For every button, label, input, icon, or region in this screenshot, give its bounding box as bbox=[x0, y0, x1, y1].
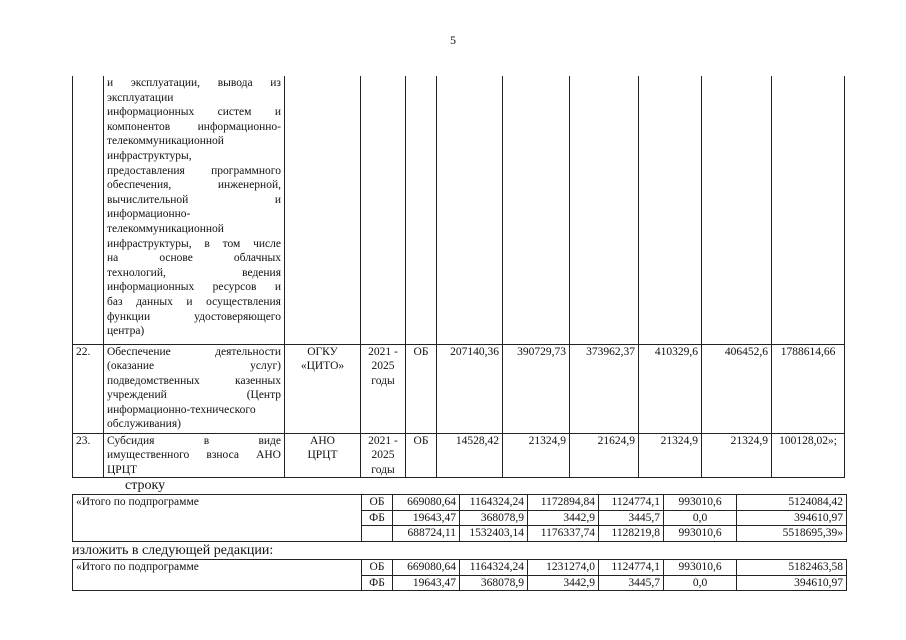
table-row bbox=[73, 344, 845, 433]
total-title: «Итого по подпрограмме bbox=[73, 495, 362, 542]
cell-value: 1128219,8 bbox=[599, 526, 664, 542]
word: технологий, bbox=[107, 266, 166, 279]
word: инфраструктуры, bbox=[107, 237, 192, 250]
word: подведомственных bbox=[107, 374, 200, 387]
word: информационно- bbox=[197, 120, 281, 133]
cell-description bbox=[104, 76, 285, 344]
cell-value: 14528,42 bbox=[437, 433, 503, 478]
text-line: годы bbox=[371, 374, 395, 387]
cell-value: 3442,9 bbox=[528, 575, 599, 591]
new-totals-table bbox=[72, 559, 847, 591]
word: предоставления bbox=[107, 164, 185, 177]
cell-value: 1124774,1 bbox=[599, 560, 664, 576]
cell-value: 1532403,14 bbox=[460, 526, 528, 542]
cell-value: 207140,36 bbox=[437, 344, 503, 433]
cell-value: 19643,47 bbox=[393, 575, 460, 591]
cell-value bbox=[437, 76, 503, 344]
label-stroku: строку bbox=[125, 478, 166, 493]
cell-value: 993010,6 bbox=[664, 560, 737, 576]
cell-value bbox=[503, 76, 570, 344]
cell-source: ОБ bbox=[362, 495, 393, 511]
word: ЦРЦТ bbox=[107, 463, 138, 476]
description-line bbox=[107, 207, 281, 222]
word: и bbox=[107, 77, 114, 89]
cell-num: 22. bbox=[73, 344, 104, 433]
word: (оказание bbox=[107, 360, 155, 373]
word: основе bbox=[159, 252, 193, 265]
word: программного bbox=[211, 164, 281, 177]
word: эксплуатации, bbox=[130, 77, 201, 89]
word: учреждений bbox=[107, 389, 167, 402]
cell-value: 3445,7 bbox=[599, 575, 664, 591]
text-line: 2021 - bbox=[368, 345, 398, 358]
cell-description bbox=[104, 433, 285, 478]
description-line bbox=[107, 134, 281, 149]
table-row bbox=[73, 495, 847, 511]
word: Обеспечение bbox=[107, 345, 171, 358]
word: баз bbox=[107, 295, 123, 308]
word: взноса bbox=[206, 449, 239, 462]
description-line bbox=[107, 76, 281, 91]
text-line: ЦРЦТ bbox=[307, 449, 338, 462]
cell-source: ОБ bbox=[406, 433, 437, 478]
cell-executor bbox=[285, 344, 361, 433]
cell-executor bbox=[285, 76, 361, 344]
text-line: «ЦИТО» bbox=[300, 360, 345, 373]
word: и bbox=[186, 295, 193, 308]
description-line bbox=[107, 388, 281, 403]
cell-total: 5518695,39» bbox=[737, 526, 847, 542]
description-line bbox=[107, 448, 281, 463]
cell-value: 1124774,1 bbox=[599, 495, 664, 511]
description-line bbox=[107, 251, 281, 266]
text-line: 2025 bbox=[371, 360, 395, 373]
description-line bbox=[107, 359, 281, 374]
cell-value: 3442,9 bbox=[528, 510, 599, 526]
total-title: «Итого по подпрограмме bbox=[73, 560, 362, 591]
cell-value bbox=[702, 76, 772, 344]
word: данных bbox=[136, 295, 173, 308]
description-line bbox=[107, 120, 281, 135]
cell-total: 394610,97 bbox=[737, 510, 847, 526]
cell-value: 368078,9 bbox=[460, 575, 528, 591]
description-line bbox=[107, 178, 281, 193]
description-line bbox=[107, 374, 281, 389]
cell-total: 394610,97 bbox=[737, 575, 847, 591]
cell-total: 5124084,42 bbox=[737, 495, 847, 511]
word: удостоверяющего bbox=[194, 310, 281, 323]
description-line bbox=[107, 324, 281, 339]
description-line bbox=[107, 105, 281, 120]
word: в bbox=[203, 434, 210, 447]
cell-value bbox=[570, 76, 639, 344]
old-totals-table bbox=[72, 494, 847, 542]
cell-total: 1788614,66 bbox=[772, 344, 845, 433]
cell-total: 5182463,58 bbox=[737, 560, 847, 576]
text-line: ОГКУ bbox=[307, 345, 338, 358]
cell-value: 21324,9 bbox=[702, 433, 772, 478]
word: центра) bbox=[107, 325, 145, 338]
cell-source bbox=[406, 76, 437, 344]
word: Субсидия bbox=[107, 434, 155, 447]
text-line: 2025 bbox=[371, 449, 395, 462]
cell-value: 373962,37 bbox=[570, 344, 639, 433]
description-line bbox=[107, 417, 281, 432]
description-line bbox=[107, 310, 281, 325]
word: из bbox=[270, 77, 281, 89]
cell-value: 0,0 bbox=[664, 575, 737, 591]
word: виде bbox=[258, 434, 281, 447]
cell-value: 21324,9 bbox=[503, 433, 570, 478]
description-line bbox=[107, 237, 281, 252]
word: вычислительной bbox=[107, 193, 189, 206]
word: телекоммуникационной bbox=[107, 222, 224, 235]
cell-executor bbox=[285, 433, 361, 478]
cell-value: 0,0 bbox=[664, 510, 737, 526]
word: информационных bbox=[107, 106, 195, 119]
cell-num bbox=[73, 76, 104, 344]
word: и bbox=[274, 281, 281, 294]
description-line bbox=[107, 403, 281, 418]
word: эксплуатации bbox=[107, 91, 174, 104]
description-line bbox=[107, 434, 281, 449]
word: облачных bbox=[233, 252, 281, 265]
cell-value: 21624,9 bbox=[570, 433, 639, 478]
word: функции bbox=[107, 310, 151, 323]
cell-source: ОБ bbox=[362, 560, 393, 576]
description-line bbox=[107, 463, 281, 478]
word: компонентов bbox=[107, 120, 171, 133]
word: числе bbox=[253, 237, 281, 250]
cell-description bbox=[104, 344, 285, 433]
word: информационно- bbox=[107, 208, 191, 221]
cell-value bbox=[639, 76, 702, 344]
word: систем bbox=[217, 106, 252, 119]
table-row bbox=[73, 560, 847, 576]
description-line bbox=[107, 193, 281, 208]
description-line bbox=[107, 222, 281, 237]
cell-value: 669080,64 bbox=[393, 495, 460, 511]
word: АНО bbox=[256, 449, 281, 462]
word: деятельности bbox=[215, 345, 281, 358]
word: на bbox=[107, 252, 119, 265]
cell-value: 3445,7 bbox=[599, 510, 664, 526]
word: (Центр bbox=[246, 389, 281, 402]
word: информационных bbox=[107, 281, 195, 294]
word: инфраструктуры, bbox=[107, 149, 192, 162]
description-line bbox=[107, 91, 281, 106]
table-row bbox=[73, 76, 845, 344]
cell-period bbox=[361, 76, 406, 344]
cell-value: 669080,64 bbox=[393, 560, 460, 576]
cell-value: 19643,47 bbox=[393, 510, 460, 526]
cell-value: 21324,9 bbox=[639, 433, 702, 478]
description-line bbox=[107, 149, 281, 164]
text-line: годы bbox=[371, 463, 395, 476]
text-line: 2021 - bbox=[368, 434, 398, 447]
word: в bbox=[204, 237, 210, 250]
measures-table bbox=[72, 76, 845, 478]
word: обеспечения, bbox=[107, 179, 172, 192]
cell-value: 1176337,74 bbox=[528, 526, 599, 542]
cell-source: ФБ bbox=[362, 575, 393, 591]
label-new-edition: изложить в следующей редакции: bbox=[72, 543, 274, 558]
description-line bbox=[107, 280, 281, 295]
word: ресурсов bbox=[212, 281, 257, 294]
word: и bbox=[274, 106, 281, 119]
cell-num: 23. bbox=[73, 433, 104, 478]
word: вывода bbox=[217, 77, 253, 89]
cell-value: 406452,6 bbox=[702, 344, 772, 433]
cell-period bbox=[361, 344, 406, 433]
description-line bbox=[107, 266, 281, 281]
text-line: АНО bbox=[310, 434, 335, 447]
cell-value: 390729,73 bbox=[503, 344, 570, 433]
table-row bbox=[73, 433, 845, 478]
word: том bbox=[222, 237, 241, 250]
cell-source bbox=[362, 526, 393, 542]
word: услуг) bbox=[250, 360, 281, 373]
cell-value: 1164324,24 bbox=[460, 495, 528, 511]
cell-value: 410329,6 bbox=[639, 344, 702, 433]
word: ведения bbox=[242, 266, 281, 279]
word: имущественного bbox=[107, 449, 190, 462]
word: и bbox=[274, 193, 281, 206]
word: осуществления bbox=[206, 295, 281, 308]
cell-period bbox=[361, 433, 406, 478]
page-number: 5 bbox=[450, 33, 456, 47]
word: телекоммуникационной bbox=[107, 135, 224, 148]
cell-total: 100128,02»; bbox=[772, 433, 845, 478]
description-line bbox=[107, 164, 281, 179]
cell-value: 688724,11 bbox=[393, 526, 460, 542]
cell-value: 1172894,84 bbox=[528, 495, 599, 511]
cell-value: 1231274,0 bbox=[528, 560, 599, 576]
cell-total bbox=[772, 76, 845, 344]
description-line bbox=[107, 345, 281, 360]
word: информационно-технического bbox=[107, 403, 256, 416]
cell-source: ФБ bbox=[362, 510, 393, 526]
cell-source: ОБ bbox=[406, 344, 437, 433]
cell-value: 993010,6 bbox=[664, 526, 737, 542]
word: казенных bbox=[235, 374, 281, 387]
description-line bbox=[107, 295, 281, 310]
cell-value: 368078,9 bbox=[460, 510, 528, 526]
cell-value: 993010,6 bbox=[664, 495, 737, 511]
cell-value: 1164324,24 bbox=[460, 560, 528, 576]
word: инженерной, bbox=[217, 179, 281, 192]
word: обслуживания) bbox=[107, 418, 181, 431]
